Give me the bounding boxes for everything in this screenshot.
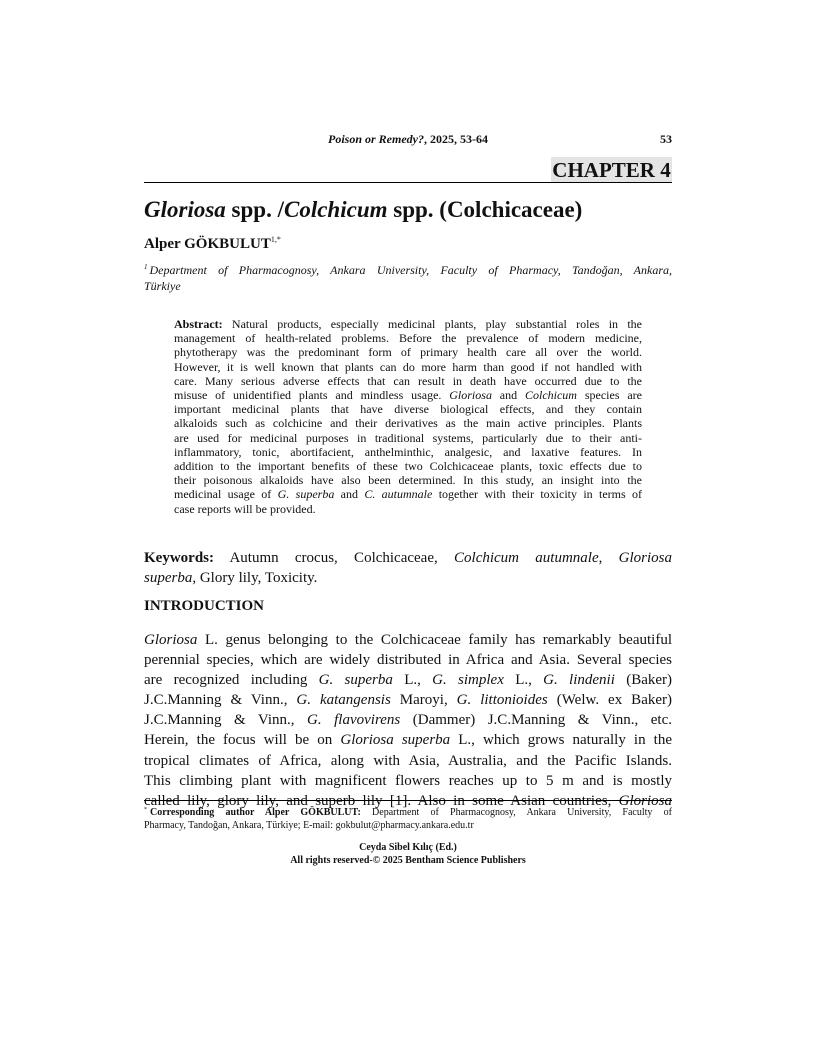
abstract-line: phytotherapy was the predominant form of primary health care all over the world.	[174, 345, 642, 360]
keywords-text: ,	[598, 550, 619, 566]
journal-volume-pages: , 2025, 53-64	[424, 132, 488, 146]
abstract-text: together with their toxicity in terms of	[432, 487, 643, 502]
header-rule	[144, 182, 672, 183]
intro-line	[144, 690, 672, 710]
footnote-text: Department of Pharmacognosy, Ankara University, Faculty of	[360, 807, 672, 818]
abstract-text: misuse of unidentified plants and mindless usage.	[174, 388, 450, 403]
intro-text: L.,	[392, 672, 433, 689]
intro-genus: Gloriosa	[144, 632, 198, 648]
abstract-line: case reports will be provided.	[174, 501, 316, 516]
intro-text: (Baker)	[614, 672, 672, 689]
affiliation-line: Türkiye	[144, 279, 181, 293]
journal-title: Poison or Remedy?	[328, 132, 424, 146]
intro-species: G. lindenii	[543, 672, 615, 689]
intro-text: Herein, the focus will be on	[144, 732, 341, 749]
intro-text: L. genus belonging to the Colchicaceae family has remarkably beautiful	[197, 632, 672, 648]
title-text-1: spp. /	[225, 197, 284, 222]
editor-line: Ceyda Sibel Kılıç (Ed.)	[359, 842, 457, 853]
abstract-line: important medicinal plants that have diverse biological effects, and they contain	[174, 402, 642, 417]
intro-line: tropical climates of Africa, along with Asia, Australia, and the Pacific Islands.	[144, 752, 672, 769]
abstract-text: medicinal usage of	[174, 487, 278, 502]
author-name: Alper GÖKBULUT	[144, 236, 271, 252]
keywords-species: superba	[144, 570, 193, 586]
abstract-species: C. autumnale	[364, 487, 433, 502]
abstract-line: management of health-related problems. Before the prevalence of modern medicine,	[174, 331, 642, 346]
intro-species: G. superba	[318, 672, 393, 689]
keywords-text: , Glory lily, Toxicity.	[192, 570, 318, 586]
author-marks: 1,*	[270, 235, 281, 244]
intro-line	[144, 730, 672, 750]
abstract-line: alkaloids such as colchicine and their derivatives as the main active principles. Plants	[174, 416, 642, 431]
intro-species: G. simplex	[432, 672, 504, 689]
affiliation-line: Department of Pharmacognosy, Ankara University, Faculty of Pharmacy, Tandoğan, Ankara,	[149, 263, 672, 277]
intro-species: G. katangensis	[296, 692, 391, 709]
abstract-line: addition to the important benefits of these two Colchicaceae plants, toxic effects due to	[174, 459, 642, 474]
abstract-line: However, it is well known that plants can do more harm than good if not handled with	[174, 359, 642, 374]
footnote	[144, 804, 672, 832]
footnote-rule	[144, 800, 672, 801]
intro-text: L., which grows naturally in the	[450, 732, 672, 749]
intro-line	[144, 670, 672, 690]
keywords-species: Colchicum autumnale	[454, 550, 599, 566]
intro-text: J.C.Manning & Vinn.,	[144, 692, 297, 709]
abstract-text: species are	[576, 388, 642, 403]
intro-text: (Dammer) J.C.Manning & Vinn., etc.	[400, 712, 672, 729]
abstract-line	[174, 487, 642, 501]
copyright-line: All rights reserved-© 2025 Bentham Science Publishers	[290, 855, 526, 866]
keywords-label: Keywords:	[144, 550, 214, 566]
section-heading: INTRODUCTION	[144, 598, 265, 614]
journal-citation	[144, 132, 672, 147]
footnote-mark: *	[144, 807, 147, 813]
publisher-info	[144, 841, 672, 867]
abstract-species: G. superba	[277, 487, 335, 502]
abstract-line: their poisonous alkaloids have also been determined. In this study, an insight into the	[174, 473, 642, 488]
page-number: 53	[660, 132, 672, 146]
abstract-line: are used for medicinal purposes in traditional systems, particularly due to their anti-	[174, 430, 642, 445]
intro-line	[144, 710, 672, 730]
title-genus-2: Colchicum	[283, 197, 388, 222]
title-genus-1: Gloriosa	[144, 197, 226, 222]
intro-text: (Welw. ex Baker)	[547, 692, 672, 709]
keywords-text: Autumn crocus, Colchicaceae,	[214, 550, 455, 566]
abstract-line: inflammatory, tonic, abortifacient, anthelminthic, analgesic, and laxative features. In	[174, 444, 642, 459]
intro-text: are recognized including	[144, 672, 319, 689]
intro-text: Maroyi,	[390, 692, 457, 709]
intro-text: L.,	[503, 672, 544, 689]
abstract-label: Abstract:	[174, 317, 223, 331]
intro-species: Gloriosa superba	[340, 732, 451, 749]
intro-species: G. littonioides	[456, 692, 548, 709]
intro-genus: Gloriosa	[618, 792, 672, 809]
affiliation-mark: 1	[144, 263, 148, 271]
keywords-species: Gloriosa	[618, 550, 672, 566]
abstract	[174, 317, 642, 516]
affiliation	[144, 259, 672, 294]
intro-text: called lily, glory lily, and superb lily [1]. Also in some Asian countries,	[144, 792, 619, 809]
abstract-line	[174, 388, 642, 402]
chapter-label: CHAPTER 4	[552, 158, 671, 182]
footnote-label: Corresponding author Alper GÖKBULUT:	[150, 807, 361, 818]
intro-text: J.C.Manning & Vinn.,	[144, 712, 308, 729]
abstract-line: care. Many serious adverse effects that can result in death have occurred due to the	[174, 373, 642, 388]
author-line	[144, 235, 281, 253]
footnote-line: Pharmacy, Tandoğan, Ankara, Türkiye; E-mail: gokbulut@pharmacy.ankara.edu.tr	[144, 820, 474, 831]
intro-line: perennial species, which are widely distributed in Africa and Asia. Several species	[144, 652, 672, 669]
intro-line: This climbing plant with magnificent flowers reaches up to 5 m and is mostly	[144, 772, 672, 789]
title-text-2: spp. (Colchicaceae)	[387, 197, 583, 222]
abstract-text: and	[491, 388, 525, 403]
abstract-genus: Gloriosa	[449, 388, 492, 403]
abstract-genus: Colchicum	[524, 388, 577, 403]
keywords	[144, 548, 672, 588]
abstract-text: and	[334, 487, 365, 502]
abstract-line: Natural products, especially medicinal plants, play substantial roles in the	[222, 317, 642, 331]
introduction-body	[144, 630, 672, 811]
chapter-title	[144, 197, 582, 223]
intro-species: G. flavovirens	[307, 712, 401, 729]
